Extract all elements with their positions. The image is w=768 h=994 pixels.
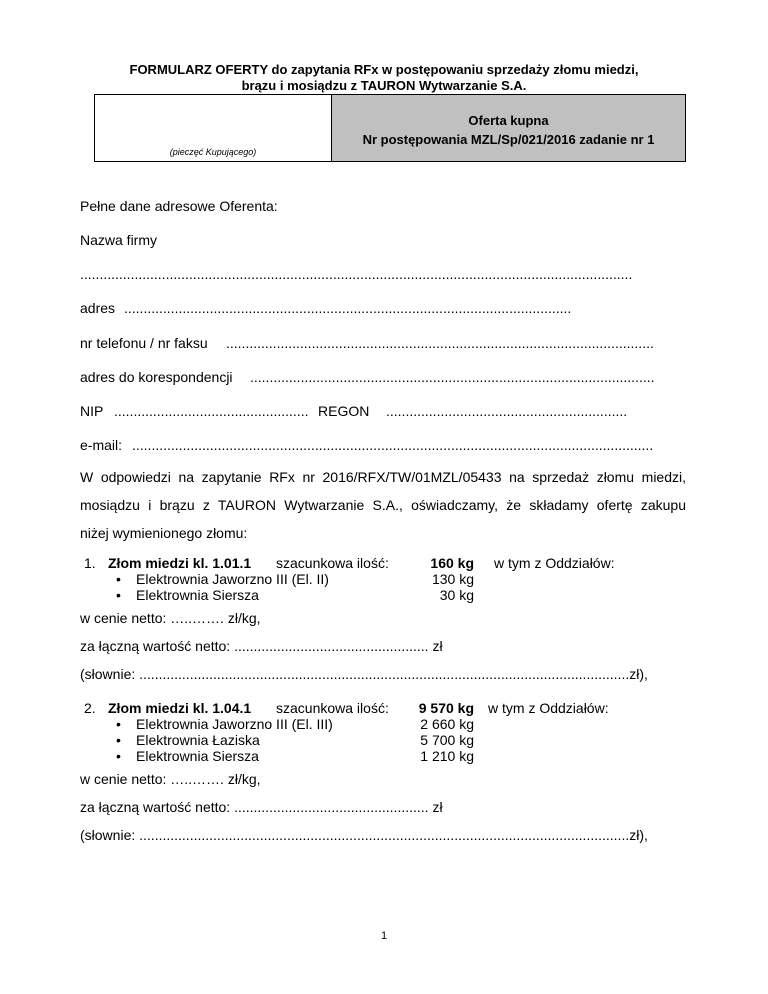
phone-label: nr telefonu / nr faksu [80,335,208,351]
item-1-branches-label: w tym z Oddziałów: [494,555,615,571]
item-1-price[interactable]: w cenie netto: …..……. zł/kg, [80,610,261,626]
item-1-number: 1. [84,555,96,571]
bullet-icon: • [116,571,121,587]
bullet-icon: • [116,716,121,732]
item-2-branch-3-name: Elektrownia Siersza [136,748,259,764]
item-2-price[interactable]: w cenie netto: …..……. zł/kg, [80,771,261,787]
email-field[interactable]: ...................................................................................................................................... [132,437,654,453]
item-2-branch-3-qty: 1 210 kg [420,748,474,764]
regon-label: REGON [318,403,370,419]
company-label: Nazwa firmy [80,232,158,248]
item-2-branch-2-qty: 5 700 kg [420,732,474,748]
statement-line3: niżej wymienionego złomu: [80,525,248,541]
offer-title: Oferta kupna [468,113,549,128]
item-2-name: Złom miedzi kl. 1.04.1 [108,700,252,716]
item-1-qty-label: szacunkowa ilość: [276,555,389,571]
item-1-value[interactable]: za łączną wartość netto: .................................................. zł [80,638,443,654]
procedure-number: Nr postępowania MZL/Sp/021/2016 zadanie nr 1 [362,132,655,147]
address-field[interactable]: ................................................................................................................... [124,300,572,316]
buyer-stamp-area [95,95,331,161]
item-2-qty-label: szacunkowa ilość: [276,700,389,716]
item-1-total: 160 kg [430,555,474,571]
item-2-words[interactable]: (słownie: ..............................................................................................................................zł), [80,827,648,843]
item-1-words[interactable]: (słownie: ..............................................................................................................................zł), [80,666,648,682]
statement-line2: mosiądzu i brązu z TAURON Wytwarzanie S.A., oświadczamy, że składamy ofertę zakupu [80,497,686,513]
item-2-branch-1-qty: 2 660 kg [420,716,474,732]
item-1-branch-1-name: Elektrownia Jaworzno III (El. II) [136,571,329,587]
regon-field[interactable]: .............................................................. [386,403,628,419]
item-2-total: 9 570 kg [418,700,474,716]
offer-info-box [331,95,685,161]
item-1-branch-2-name: Elektrownia Siersza [136,587,259,603]
header-box [94,94,686,162]
address-label: adres [80,300,116,316]
item-2-number: 2. [84,700,96,716]
page-number: 1 [380,930,388,942]
phone-field[interactable]: .............................................................................................................. [226,335,654,351]
nip-label: NIP [80,403,104,419]
correspondence-field[interactable]: ........................................................................................................ [250,369,655,385]
item-2-value[interactable]: za łączną wartość netto: .................................................. zł [80,799,443,815]
company-field[interactable]: .............................................................................................................................................. [80,266,633,282]
statement-paragraph [80,463,686,547]
item-1-branch-2-qty: 30 kg [439,587,474,603]
item-2-branch-2-name: Elektrownia Łaziska [136,732,260,748]
bullet-icon: • [116,587,121,603]
nip-field[interactable]: .................................................. [114,403,309,419]
item-1-name: Złom miedzi kl. 1.01.1 [108,555,252,571]
stamp-label: (pieczęć Kupującego) [169,147,257,157]
bullet-icon: • [116,748,121,764]
email-label: e-mail: [80,437,123,453]
item-2-branch-1-name: Elektrownia Jaworzno III (El. III) [136,716,333,732]
statement-line1: W odpowiedzi na zapytanie RFx nr 2016/RFX/TW/01MZL/05433 na sprzedaż złomu miedzi, [80,469,686,485]
bullet-icon: • [116,732,121,748]
document-title-line1: FORMULARZ OFERTY do zapytania RFx w postępowaniu sprzedaży złomu miedzi, [129,62,639,77]
correspondence-label: adres do korespondencji [80,369,233,385]
item-2-branches-label: w tym z Oddziałów: [488,700,609,716]
item-1-branch-1-qty: 130 kg [431,571,474,587]
document-title-line2: brązu i mosiądzu z TAURON Wytwarzanie S.A. [241,78,527,93]
address-intro: Pełne dane adresowe Oferenta: [80,198,278,214]
